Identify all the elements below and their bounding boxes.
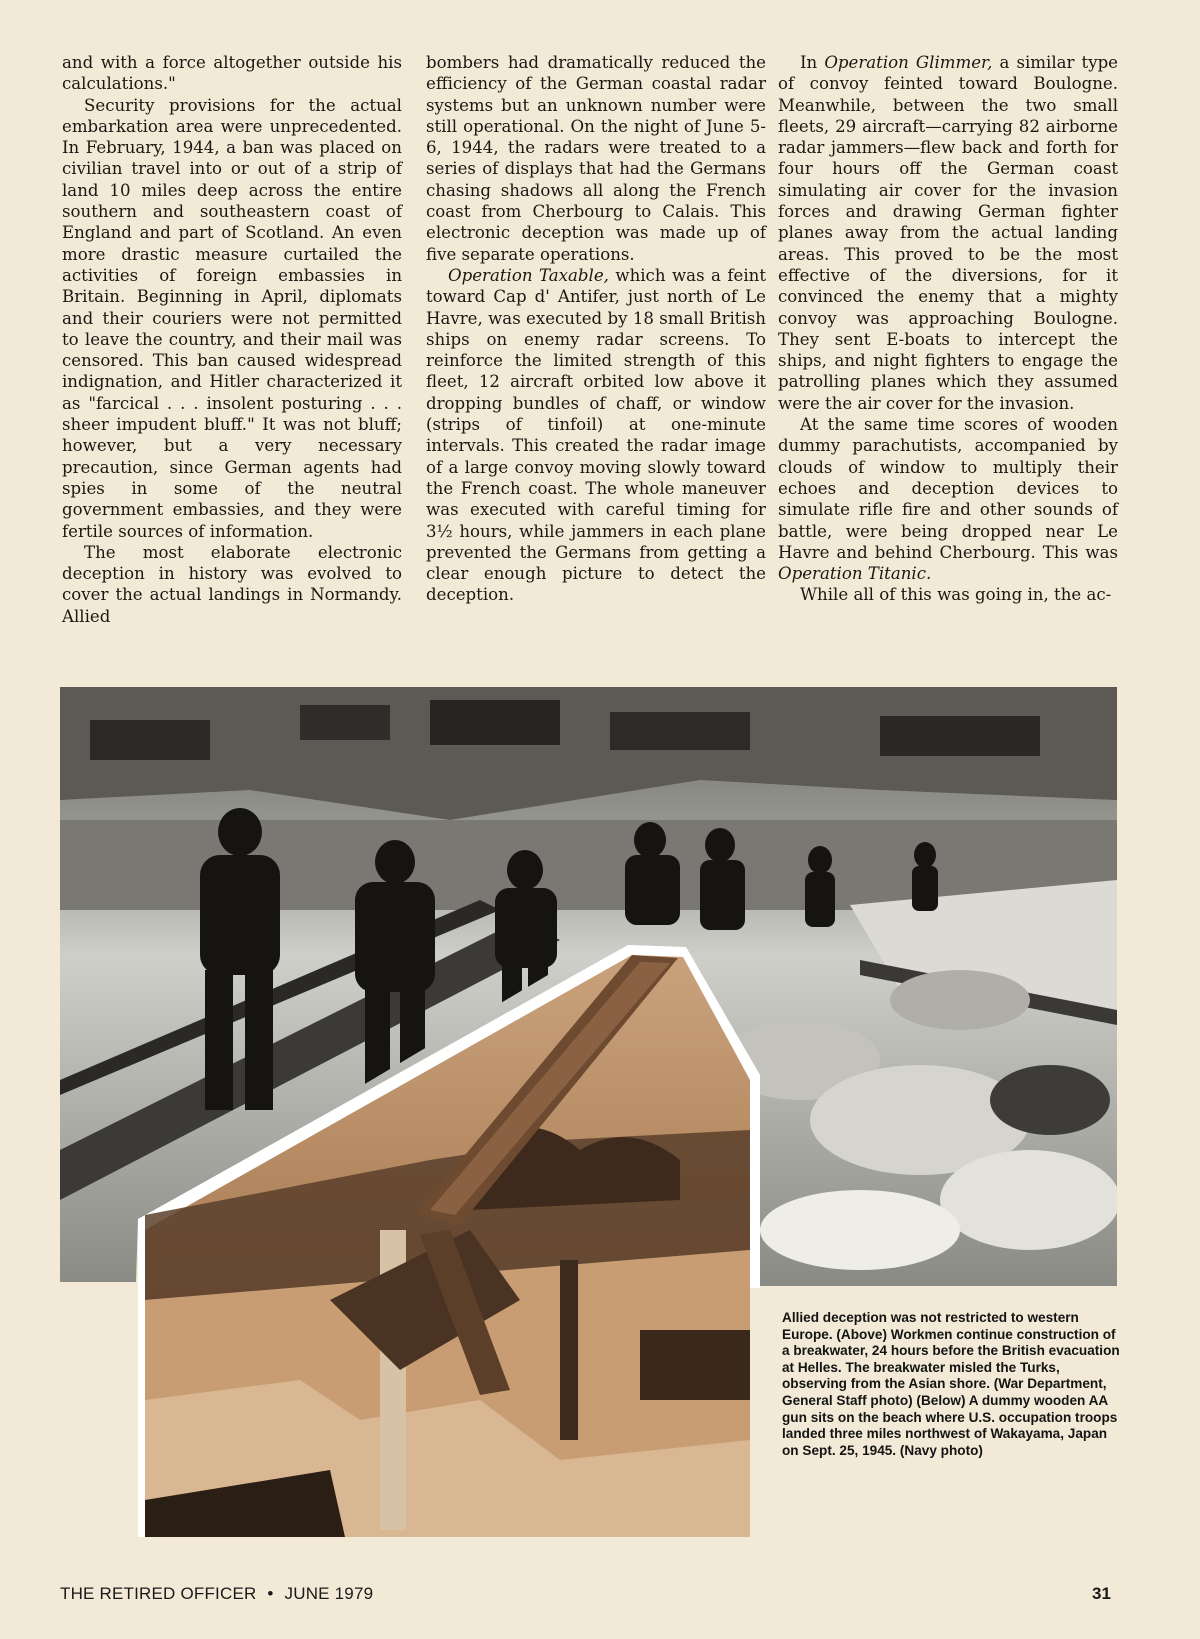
page-footer [60, 1584, 373, 1604]
publication-name: THE RETIRED OFFICER [60, 1584, 257, 1603]
issue-date: JUNE 1979 [284, 1584, 374, 1603]
paragraph-text: While all of this was going in, the ac- [800, 585, 1112, 605]
operation-name: Operation Glimmer, [824, 53, 993, 72]
paragraph-text: bombers had dramatically reduced the efficiency of the German coastal radar systems but an unknown number were still operational. On the night of June 5-6, 1944, the radars were treated to a series of displays that had the Germans chasing shadows all along the French coast from Cherbourg to Calais. This electronic deception was made up of five separate operations. [426, 53, 766, 264]
photo-caption: Allied deception was not restricted to western Europe. (Above) Workmen continue construction of a breakwater, 24 hours before the British evacuation at Helles. The breakwater misled the Turks, observing from the Asian shore. (War Department, General Staff photo) (Below) A dummy wooden AA gun sits on the beach where U.S. occupation troops landed three miles northwest of Wakayama, Japan on Sept. 25, 1945. (Navy photo) [782, 1310, 1120, 1458]
paragraph-text: a similar type of convoy feinted toward Boulogne. Meanwhile, between the two small fleets, 29 aircraft—carrying 82 airborne radar jammers—flew back and forth for four hours off the German coast simulating air cover for the invasion forces and drawing German fighter planes away from the actual landing areas. This proved to be the most effective of the diversions, for it convinced the enemy that a mighty convoy was approaching Boulogne. They sent E-boats to intercept the ships, and night fighters to engage the patrolling planes which they assumed were the air cover for the invasion. [778, 53, 1119, 413]
page-number: 31 [1092, 1584, 1111, 1603]
operation-name: Operation Taxable, [448, 265, 609, 285]
paragraph-text: which was a feint toward Cap d' Antifer, just north of Le Havre, was executed by 18 small British ships on enemy radar screens. To reinforce the limited strength of this fleet, 12 aircraft orbited low above it dropping bundles of chaff, or window (strips of tinfoil) at one-minute intervals. This created the radar image of a large convoy moving slowly toward the French coast. The whole maneuver was executed with careful timing for 3½ hours, while jammers in each plane prevented the Germans from getting a clear enough picture to detect the deception. [426, 265, 766, 605]
operation-name: Operation Titanic. [778, 564, 932, 584]
paragraph-text: At the same time scores of wooden dummy parachutists, accompanied by clouds of window to multiply their echoes and deception devices to simulate rifle fire and other sounds of battle, were being dropped near Le Havre and behind Cherbourg. This was [778, 415, 1118, 562]
footer-separator: • [267, 1584, 274, 1603]
paragraph-text: and with a force altogether outside his calculations." [62, 53, 402, 94]
paragraph-text: Security provisions for the actual embarkation area were unprecedented. In February, 1944, a ban was placed on civilian travel into or out of a strip of land 10 miles deep across the entire southern and southeastern coast of England and part of Scotland. An even more drastic measure curtailed the activities of foreign embassies in Britain. Beginning in April, diplomats and their couriers were not permitted to leave the country, and their mail was censored. This ban caused widespread indignation, and Hitler characterized it as "farcical . . . insolent posturing . . . sheer impudent bluff." It was not bluff; however, but a very necessary precaution, since German agents had spies in some of the neutral government embassies, and they were fertile sources of information. [62, 95, 402, 541]
paragraph-lead: In [800, 53, 825, 72]
paragraph-text: The most elaborate electronic deception in history was evolved to cover the actual landings in Normandy. Allied [62, 542, 402, 626]
